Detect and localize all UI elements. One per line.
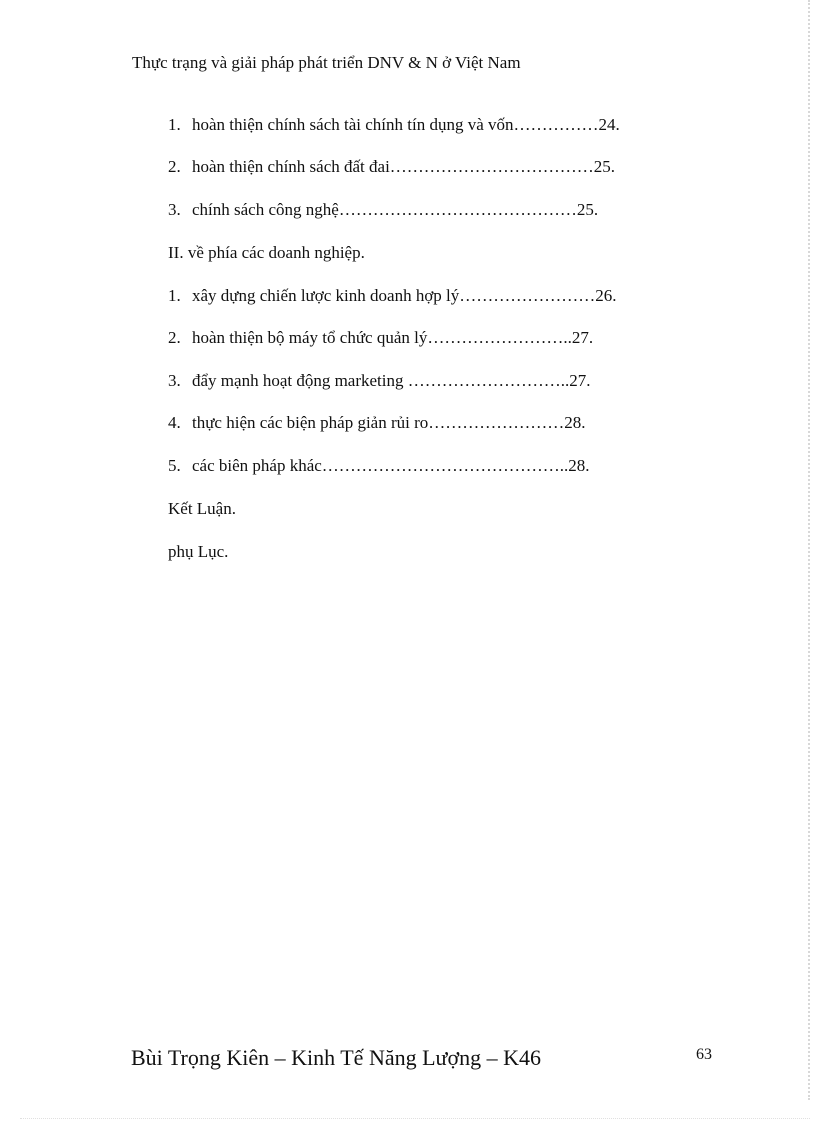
toc-entry-text: thực hiện các biện pháp giản rủi ro……………………28. — [192, 413, 586, 432]
toc-appendix — [168, 541, 228, 563]
toc-entry-number: 1. — [168, 115, 181, 134]
toc-entry-text: hoàn thiện bộ máy tổ chức quản lý……………………..27. — [192, 328, 594, 347]
toc-section-heading-text: II. về phía các doanh nghiệp. — [168, 243, 365, 262]
page-edge-right — [808, 0, 810, 1100]
toc-entry — [168, 455, 590, 477]
toc-entry-text: xây dựng chiến lược kinh doanh hợp lý……………………26. — [192, 286, 617, 305]
toc-entry-number: 3. — [168, 371, 181, 390]
toc-entry — [168, 156, 615, 178]
toc-entry-text: hoàn thiện chính sách đất đai………………………………25. — [192, 157, 616, 176]
toc-section-heading — [168, 242, 365, 264]
footer-author: Bùi Trọng Kiên – Kinh Tế Năng Lượng – K46 — [131, 1045, 541, 1070]
toc-entry-number: 3. — [168, 200, 181, 219]
toc-entry-text: đẩy mạnh hoạt động marketing ………………………..27. — [192, 371, 591, 390]
toc-conclusion — [168, 498, 236, 520]
toc-entry-number: 2. — [168, 328, 181, 347]
toc-entry-text: chính sách công nghệ……………………………………25. — [192, 200, 599, 219]
toc-entry-number: 5. — [168, 456, 181, 475]
toc-entry-number: 4. — [168, 413, 181, 432]
toc-entry — [168, 370, 591, 392]
toc-entry — [168, 114, 620, 136]
toc-entry — [168, 199, 598, 221]
page-edge-bottom — [20, 1118, 810, 1119]
page-number: 63 — [696, 1046, 712, 1063]
toc-entry — [168, 412, 586, 434]
toc-conclusion-text: Kết Luận. — [168, 499, 236, 518]
document-header-title: Thực trạng và giải pháp phát triển DNV & N ở Việt Nam — [132, 53, 521, 72]
toc-entry-number: 1. — [168, 286, 181, 305]
toc-entry-text: các biên pháp khác……………………………………..28. — [192, 456, 590, 475]
toc-entry-number: 2. — [168, 157, 181, 176]
toc-appendix-text: phụ Lục. — [168, 542, 229, 561]
toc-entry — [168, 327, 593, 349]
toc-entry — [168, 285, 617, 307]
toc-entry-text: hoàn thiện chính sách tài chính tín dụng và vốn……………24. — [192, 115, 620, 134]
